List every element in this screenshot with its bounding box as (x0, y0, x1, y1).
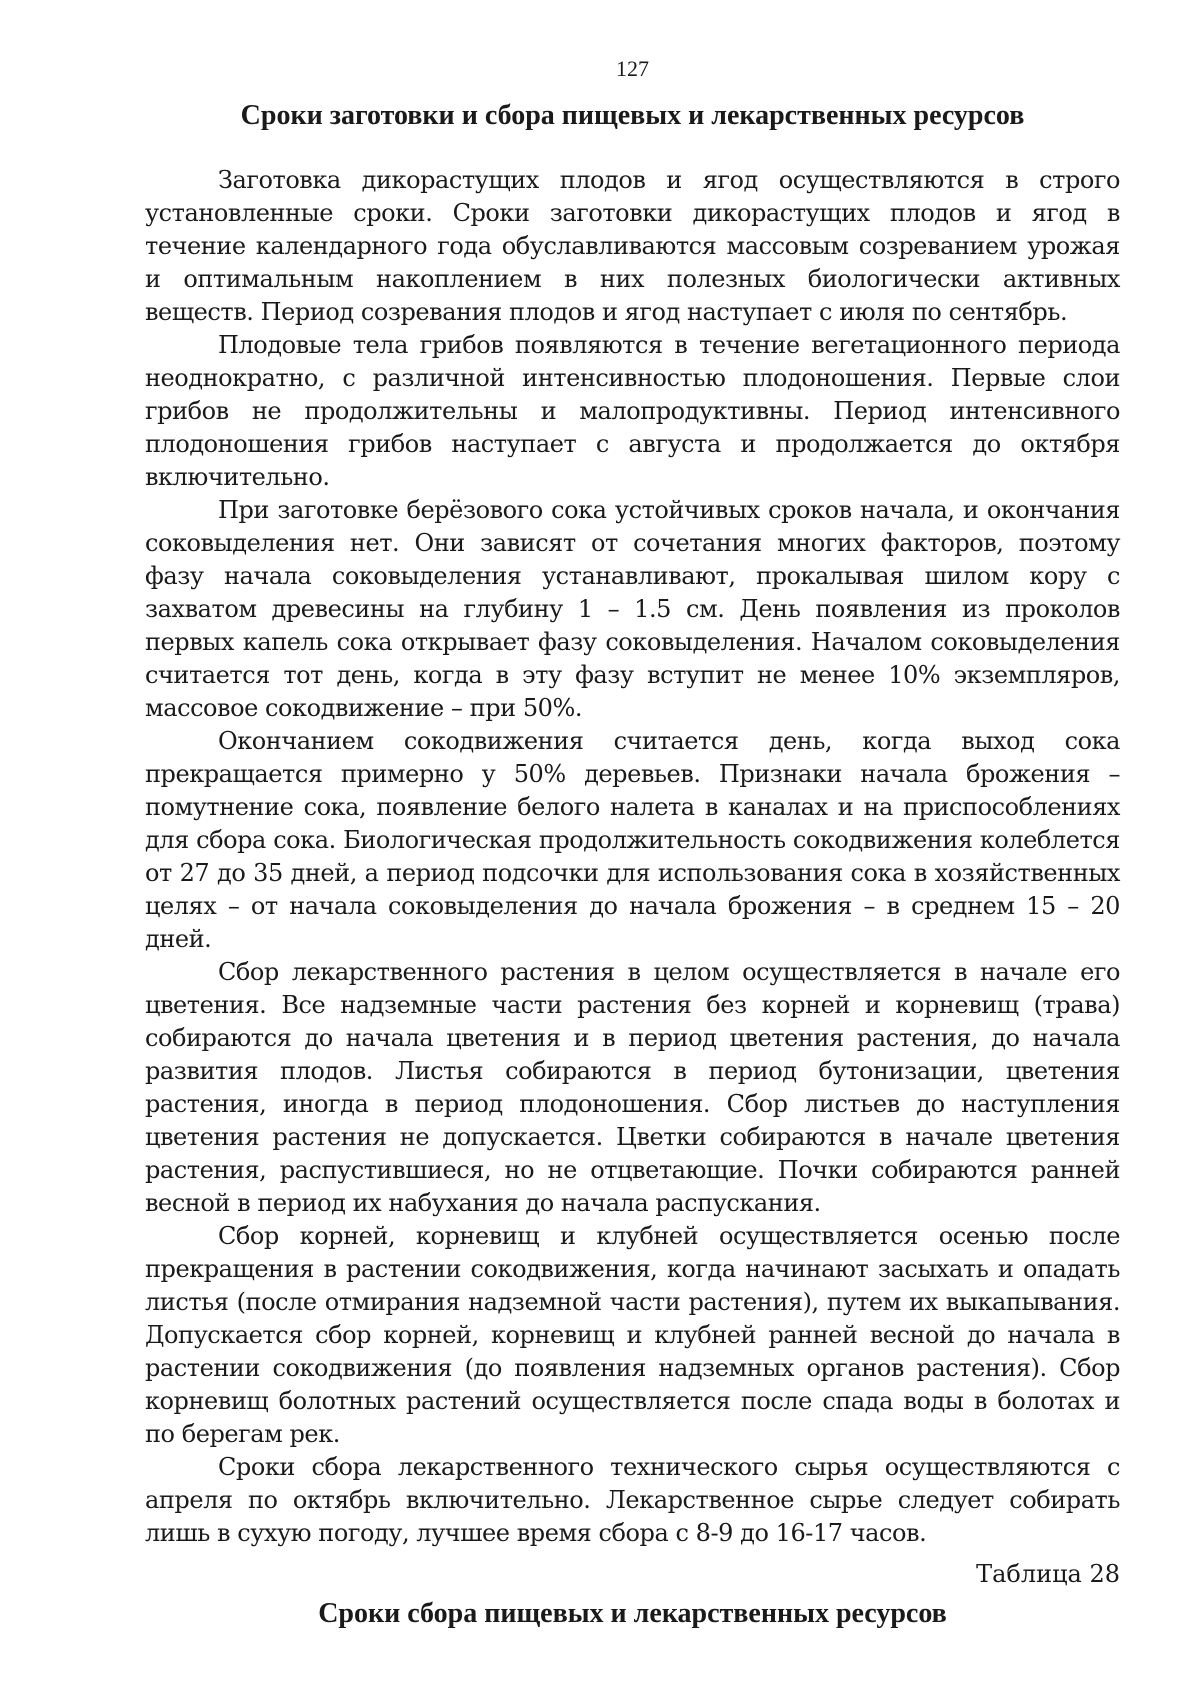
paragraph-medicinal-plants: Сбор лекарственного растения в целом осуществляется в начале его цветения. Все надземные части растения без корней и корневищ (трава) собираются до начала цветения и в период цветения растения, до начала развития плодов. Листья собираются в период бутонизации, цветения растения, иногда в период плодоношения. Сбор листьев до наступления цветения растения не допускается. Цветки собираются в начале цветения растения, распустившиеся, но не отцветающие. Почки собираются ранней весной в период их набухания до начала распускания. (145, 958, 1120, 1217)
paragraph-collection-period: Сроки сбора лекарственного технического сырья осуществляются с апреля по октябрь включительно. Лекарственное сырье следует собирать лишь в сухую погоду, лучшее время сбора с 8-9 до 16-17 часов. (145, 1453, 1120, 1547)
table-title: Сроки сбора пищевых и лекарственных ресурсов (318, 1598, 947, 1629)
paragraph-mushrooms: Плодовые тела грибов появляются в течение вегетационного периода неоднократно, с различной интенсивностью плодоношения. Первые слои грибов не продолжительны и малопродуктивны. Период интенсивного плодоношения грибов наступает с августа и продолжается до октября включительно. (145, 331, 1120, 491)
paragraph-birch-sap-end: Окончанием сокодвижения считается день, когда выход сока прекращается примерно у 50% деревьев. Признаки начала брожения – помутнение сока, появление белого налета в каналах и на приспособлениях для сбора сока. Биологическая продолжительность сокодвижения колеблется от 27 до 35 дней, а период подсочки для использования сока в хозяйственных целях – от начала соковыделения до начала брожения – в среднем 15 – 20 дней. (145, 727, 1120, 953)
paragraph-fruits-berries: Заготовка дикорастущих плодов и ягод осуществляются в строго установленные сроки. Сроки заготовки дикорастущих плодов и ягод в течение календарного года обуславливаются массовым созреванием урожая и оптимальным накоплением в них полезных биологически активных веществ. Период созревания плодов и ягод наступает с июля по сентябрь. (145, 166, 1120, 326)
page-number: 127 (616, 56, 649, 81)
paragraph-birch-sap-start: При заготовке берёзового сока устойчивых сроков начала, и окончания соковыделения нет. Они зависят от сочетания многих факторов, поэтому фазу начала соковыделения устанавливают, прокалывая шилом кору с захватом древесины на глубину 1 – 1.5 см. День появления из проколов первых капель сока открывает фазу соковыделения. Началом соковыделения считается тот день, когда в эту фазу вступит не менее 10% экземпляров, массовое сокодвижение – при 50%. (145, 496, 1120, 722)
table-caption: Таблица 28 (976, 1560, 1120, 1588)
document-page (145, 54, 1120, 1632)
paragraph-roots-rhizomes: Сбор корней, корневищ и клубней осуществляется осенью после прекращения в растении сокодвижения, когда начинают засыхать и опадать листья (после отмирания надземной части растения), путем их выкапывания. Допускается сбор корней, корневищ и клубней ранней весной до начала в растении сокодвижения (до появления надземных органов растения). Сбор корневищ болотных растений осуществляется после спада воды в болотах и по берегам рек. (145, 1222, 1120, 1448)
section-title: Сроки заготовки и сбора пищевых и лекарственных ресурсов (240, 100, 1025, 131)
